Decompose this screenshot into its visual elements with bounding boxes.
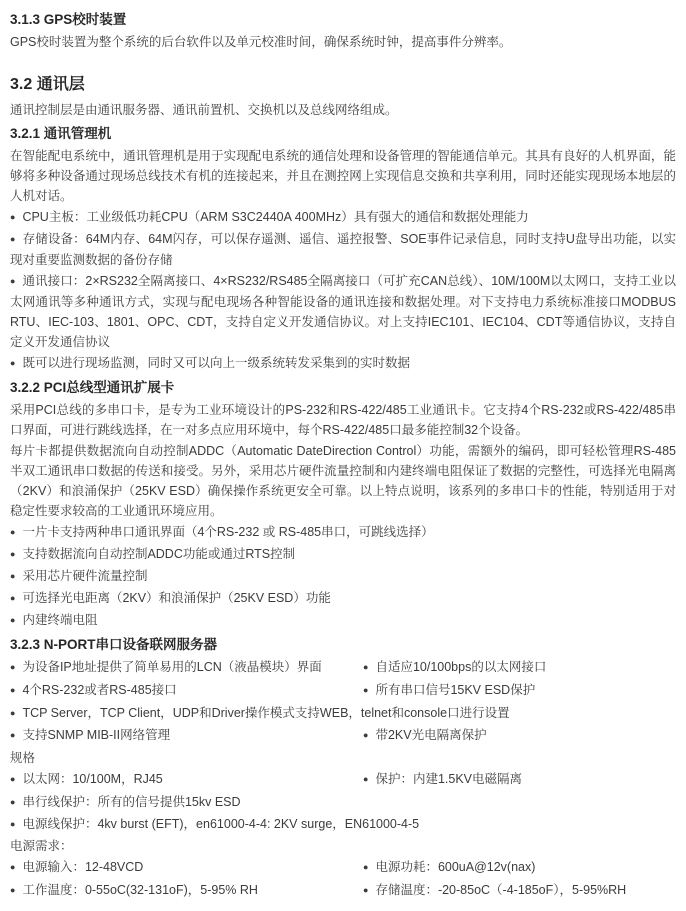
bullet-icon: ● — [363, 773, 369, 784]
bullet-terminal-resistor — [10, 610, 676, 631]
bullet-text: 工作温度：0-55oC(32-131oF)，5-95% RH — [22, 883, 258, 897]
bullet-dual-serial — [10, 522, 676, 543]
bullet-text: 通讯接口：2×RS232全隔离接口、4×RS232/RS485全隔离接口（可扩充CAN总线）、10M/100M以太网口，支持工业以太网通讯等多种通讯方式，实现与配电现场各种智能设备的通讯连接和数据处理。对下支持电力系统标准接口MODBUS RTU、IEC-103、1801、OPC、CDT，支持自定义开发通信协议。对上支持IEC101、IEC104、CDT等通信协议，支持自定义开发通信协议 — [10, 274, 677, 349]
bullet-icon: ● — [10, 592, 16, 603]
bullet-icon: ● — [10, 526, 16, 537]
power-row-2 — [10, 880, 676, 902]
bullet-icon: ● — [10, 796, 16, 807]
spec-label: 规格 — [10, 751, 36, 765]
bullet-text: TCP Server，TCP Client，UDP和Driver操作模式支持WEB，telnet和console口进行设置 — [22, 706, 510, 720]
power-requirement-label: 电源需求： — [10, 839, 73, 853]
bullet-icon: ● — [363, 729, 369, 740]
bullet-comm-interface — [10, 271, 676, 352]
feature-row-1 — [10, 657, 676, 679]
bullet-icon: ● — [10, 548, 16, 559]
bullet-esd-protection — [363, 680, 676, 701]
spec-row-1 — [10, 769, 676, 791]
power-row-1 — [10, 857, 676, 879]
para-pci-card-1: 采用PCI总线的多串口卡，是专为工业环境设计的PS-232和RS-422/485工业通讯卡。它支持4个RS-232或RS-422/485串口界面，可进行跳线选择，在一对多点应用环境中，每个RS-422/485口最多能控制32个设备。 — [10, 403, 676, 437]
bullet-text: 可选择光电距离（2KV）和浪涌保护（25KV ESD）功能 — [22, 591, 331, 605]
heading-3-1-3: 3.1.3 GPS校时装置 — [10, 12, 127, 27]
heading-3-2: 3.2 通讯层 — [10, 76, 85, 93]
bullet-power-consumption — [363, 857, 676, 878]
bullet-serial-line-protection — [10, 792, 676, 813]
bullet-text: 为设备IP地址提供了简单易用的LCN（液晶模块）界面 — [22, 660, 322, 674]
bullet-four-ports — [10, 680, 363, 701]
bullet-tcp-modes — [10, 703, 676, 724]
bullet-storage-temp — [363, 880, 676, 901]
bullet-optical-isolation — [363, 725, 676, 746]
bullet-icon: ● — [10, 275, 16, 286]
bullet-storage — [10, 229, 676, 270]
bullet-protection-spec — [363, 769, 676, 790]
bullet-ethernet-auto — [363, 657, 676, 678]
bullet-flow-control — [10, 566, 676, 587]
bullet-icon: ● — [10, 773, 16, 784]
bullet-text: 串行线保护：所有的信号提供15kv ESD — [22, 795, 241, 809]
bullet-text: 存储温度：-20-85oC（-4-185oF），5-95%RH — [375, 883, 627, 897]
bullet-text: 以太网：10/100M，RJ45 — [22, 772, 163, 786]
bullet-icon: ● — [10, 707, 16, 718]
heading-3-2-1: 3.2.1 通讯管理机 — [10, 126, 112, 141]
feature-row-3 — [10, 725, 676, 747]
bullet-text: 既可以进行现场监测，同时又可以向上一级系统转发采集到的实时数据 — [22, 356, 410, 370]
bullet-icon: ● — [10, 357, 16, 368]
bullet-text: 内建终端电阻 — [22, 613, 98, 627]
bullet-text: 存储设备：64M内存、64M闪存，可以保存遥测、遥信、遥控报警、SOE事件记录信息，同时支持U盘导出功能，以实现对重要监测数据的备份存储 — [10, 232, 677, 267]
bullet-text: CPU主板：工业级低功耗CPU（ARM S3C2440A 400MHz）具有强大的通信和数据处理能力 — [22, 210, 529, 224]
bullet-icon: ● — [10, 233, 16, 244]
bullet-cpu-board — [10, 207, 676, 228]
bullet-ethernet-spec — [10, 769, 363, 790]
bullet-addc-rts — [10, 544, 676, 565]
bullet-icon: ● — [10, 861, 16, 872]
bullet-icon: ● — [10, 570, 16, 581]
bullet-icon: ● — [10, 684, 16, 695]
bullet-isolation-surge — [10, 588, 676, 609]
bullet-text: 电源功耗：600uA@12v(nax) — [375, 860, 536, 874]
bullet-icon: ● — [363, 861, 369, 872]
bullet-icon: ● — [10, 614, 16, 625]
bullet-lcn-interface — [10, 657, 363, 678]
para-comm-layer: 通讯控制层是由通讯服务器、通讯前置机、交换机以及总线网络组成。 — [10, 103, 398, 117]
bullet-text: 采用芯片硬件流量控制 — [22, 569, 148, 583]
bullet-text: 带2KV光电隔离保护 — [375, 728, 487, 742]
bullet-operating-temp — [10, 880, 363, 901]
bullet-power-input — [10, 857, 363, 878]
bullet-onsite-monitor — [10, 353, 676, 374]
para-comm-manager-intro: 在智能配电系统中，通讯管理机是用于实现配电系统的通信处理和设备管理的智能通信单元。其具有良好的人机界面，能够将多种设备通过现场总线技术有机的连接起来，并且在测控网上实现信息交换和共享利用，同时还能实现现场本地层的人机对话。 — [10, 149, 676, 203]
para-pci-card-2: 每片卡都提供数据流向自动控制ADDC（Automatic DateDirection Control）功能，需额外的编码，即可轻松管理RS-485半双工通讯串口数据的传送和接受。另外，采用芯片硬件流量控制和内建终端电阻保证了数据的完整性，可选择光电隔离（2KV）和浪涌保护（25KV ESD）确保操作系统更安全可靠。以上特点说明，该系列的多串口卡的性能，特别适用于对稳定性要求较高的工业通讯环境应用。 — [10, 444, 676, 518]
bullet-icon: ● — [10, 818, 16, 829]
bullet-text: 电源输入：12-48VCD — [22, 860, 144, 874]
bullet-text: 一片卡支持两种串口通讯界面（4个RS-232 或 RS-485串口，可跳线选择） — [22, 525, 434, 539]
feature-row-2 — [10, 680, 676, 702]
bullet-icon: ● — [10, 729, 16, 740]
bullet-icon: ● — [10, 884, 16, 895]
bullet-icon: ● — [363, 684, 369, 695]
bullet-icon: ● — [10, 661, 16, 672]
bullet-text: 自适应10/100bps的以太网接口 — [375, 660, 547, 674]
heading-3-2-2: 3.2.2 PCI总线型通讯扩展卡 — [10, 380, 175, 395]
bullet-text: 保护：内建1.5KV电磁隔离 — [375, 772, 522, 786]
para-gps: GPS校时装置为整个系统的后台软件以及单元校准时间，确保系统时钟，提高事件分辨率。 — [10, 35, 512, 49]
bullet-text: 电源线保护：4kv burst (EFT)，en61000-4-4: 2KV surge，EN61000-4-5 — [22, 817, 420, 831]
bullet-icon: ● — [10, 211, 16, 222]
bullet-text: 支持数据流向自动控制ADDC功能或通过RTS控制 — [22, 547, 296, 561]
bullet-text: 支持SNMP MIB-II网络管理 — [22, 728, 171, 742]
bullet-text: 4个RS-232或者RS-485接口 — [22, 683, 177, 697]
bullet-icon: ● — [363, 884, 369, 895]
bullet-icon: ● — [363, 661, 369, 672]
heading-3-2-3: 3.2.3 N-PORT串口设备联网服务器 — [10, 637, 218, 652]
bullet-power-line-protection — [10, 814, 676, 835]
bullet-snmp — [10, 725, 363, 746]
bullet-text: 所有串口信号15KV ESD保护 — [375, 683, 536, 697]
